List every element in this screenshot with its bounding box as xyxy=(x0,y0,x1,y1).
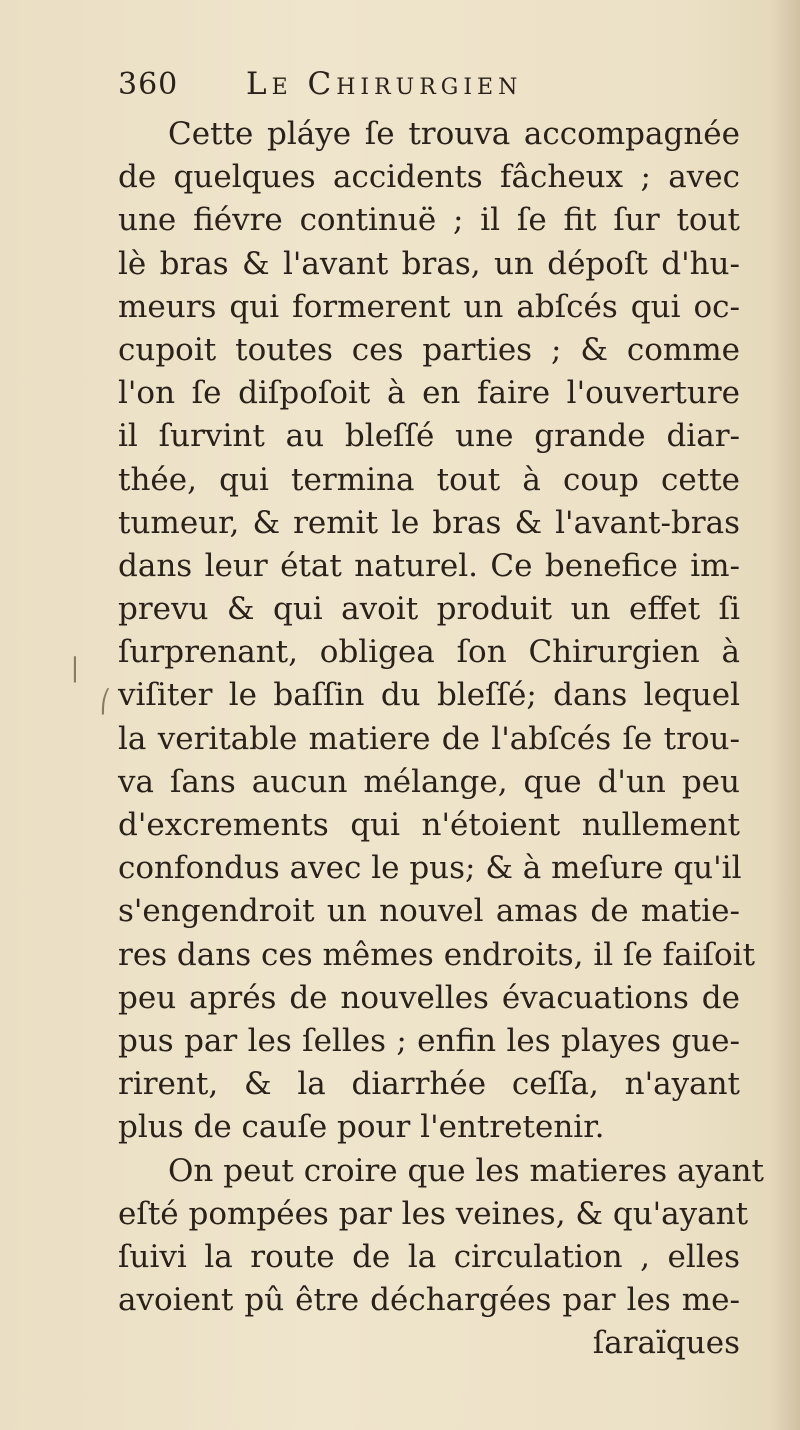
text-line: de quelques accidents fâcheux ; avec xyxy=(118,159,740,196)
text-line: lè bras & l'avant bras, un dépoſt d'hu- xyxy=(118,245,740,282)
text-line: va ſans aucun mélange, que d'un peu xyxy=(118,763,740,800)
text-line: la veritable matiere de l'abſcés ſe trou- xyxy=(118,720,740,757)
text-line: peu aprés de nouvelles évacuations de xyxy=(118,979,740,1016)
catchword: ſaraïques xyxy=(592,1325,740,1362)
text-line: ſuivi la route de la circulation , elles xyxy=(118,1238,740,1275)
text-line: On peut croire que les matieres ayant xyxy=(168,1152,764,1189)
margin-bracket-mark: ⎛ xyxy=(100,690,111,715)
text-line: meurs qui formerent un abſcés qui oc- xyxy=(118,288,740,325)
text-line: dans leur état naturel. Ce benefice im- xyxy=(118,547,740,584)
text-line: cupoit toutes ces parties ; & comme xyxy=(118,331,740,368)
text-line: plus de cauſe pour l'entretenir. xyxy=(118,1109,605,1146)
text-line: s'engendroit un nouvel amas de matie- xyxy=(118,893,740,930)
text-line: avoient pû être déchargées par les me- xyxy=(118,1282,740,1319)
text-line: ſurprenant, obligea ſon Chirurgien à xyxy=(118,634,740,671)
body-text xyxy=(118,113,764,1365)
text-line: tumeur, & remit le bras & l'avant-bras xyxy=(118,504,740,541)
text-line: Cette pláye ſe trouva accompagnée xyxy=(168,116,740,152)
page-number: 360 xyxy=(118,67,179,102)
text-line: res dans ces mêmes endroits, il ſe faiſoit xyxy=(118,936,756,973)
text-line: d'excrements qui n'étoient nullement xyxy=(118,807,740,843)
text-line: pus par les ſelles ; enfin les playes gue- xyxy=(118,1022,740,1059)
text-line: viſiter le baſſin du bleſſé; dans lequel xyxy=(118,677,740,714)
margin-bracket-mark: ⎜ xyxy=(72,658,83,683)
text-line: eſté pompées par les veines, & qu'ayant xyxy=(118,1195,749,1232)
text-line: thée, qui termina tout à coup cette xyxy=(118,461,740,498)
text-line: prevu & qui avoit produit un effet ſi xyxy=(118,591,740,628)
text-line: rirent, & la diarrhée ceſſa, n'ayant xyxy=(118,1066,740,1103)
page-header xyxy=(118,66,738,106)
text-line: il ſurvint au bleſſé une grande diar- xyxy=(118,418,740,455)
text-line: une fiévre continuë ; il ſe fit ſur tout xyxy=(118,202,740,239)
running-head: Le Chirurgien xyxy=(246,66,523,102)
text-line: confondus avec le pus; & à meſure qu'il xyxy=(118,850,742,887)
text-line: l'on ſe diſpoſoit à en faire l'ouverture xyxy=(118,375,740,412)
